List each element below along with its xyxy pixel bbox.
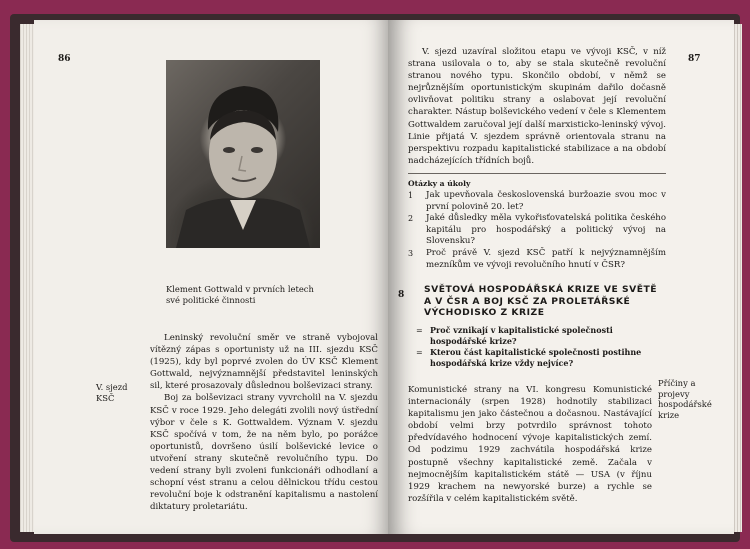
right-intro-text — [408, 46, 666, 271]
paragraph-1: Leninský revoluční směr ve straně vybojoval vítězný zápas s oportunisty už na III. sjezdu KSČ (1925), kdy byl poprvé zvolen do ÚV KSČ Klement Gottwald, nejvýznamnější představitel leninských sil, které prosazovaly důslednou bolševizaci strany. — [150, 333, 378, 392]
page-number-right: 87 — [688, 54, 701, 64]
question-number: 3 — [408, 249, 414, 258]
portrait-photo — [166, 60, 320, 248]
intro-paragraph: V. sjezd uzavíral složitou etapu ve vývoji KSČ, v níž strana usilovala o to, aby se stala skutečně revoluční stranou nového typu. Skončilo období, v němž se nejrůznějším oportunistickým skupinám dařilo dočasně ovlivňovat politiku strany a oslabovat její revoluční charakter. Nástup bolševického vedení v čele s Klementem Gottwaldem zaručoval její další marxisticko-leninský vývoj. Linie přijatá V. sjezdem správně orientovala stranu na perspektivu rozpadu kapitalistické stabilizace a na období nadcházejících třídních bojů. — [408, 47, 666, 166]
divider — [408, 173, 666, 174]
question-text: Jaké důsledky měla vykořisťovatelská politika českého kapitálu pro hospodářský a politický vývoj na Slovensku? — [426, 213, 666, 247]
open-book — [10, 14, 740, 542]
question-number: 1 — [408, 191, 414, 201]
left-body-text — [150, 332, 378, 513]
body-paragraph: Komunistické strany na VI. kongresu Komunistické internacionály (srpen 1928) hodnotily stabilizaci kapitalismu jen jako částečnou a dočasnou. Nastávající období velmi brzy potvrdilo správnost tohoto předvídavého hodnocení vývoje kapitalistických zemí. Od podzimu 1929 zachvátila hospodářská krize postupně všechny kapitalistické země. Začala v nejmocnějším kapitalistickém státě — USA (v říjnu 1929 krachem na newyorské burze) a rychle se rozšířila v celém kapitalistickém světě. — [408, 385, 652, 504]
questions-heading: Otázky a úkoly — [408, 178, 471, 188]
page-number-left: 86 — [58, 54, 71, 64]
photo-caption: Klement Gottwald v prvních letech své politické činnosti — [166, 284, 314, 305]
section-title: SVĚTOVÁ HOSPODÁŘSKÁ KRIZE VE SVĚTĚ A V ČSR A BOJ KSČ ZA PROLETÁŘSKÉ VÝCHODISKO Z KRIZE — [424, 284, 658, 319]
question-item — [408, 213, 666, 248]
question-item — [408, 190, 666, 213]
question-item — [408, 248, 666, 271]
section-questions — [416, 325, 668, 369]
margin-note-left: V. sjezd KSČ — [96, 382, 128, 403]
questions-list — [408, 190, 666, 271]
right-body-text — [408, 384, 652, 505]
margin-note-right: Příčiny a projevy hospodářské krize — [658, 378, 712, 420]
section-question: = Proč vznikají v kapitalistické společnosti hospodářské krize? — [416, 325, 668, 347]
left-page — [34, 20, 388, 534]
right-page — [388, 20, 734, 534]
chapter-section — [398, 284, 668, 369]
paragraph-2: Boj za bolševizaci strany vyvrcholil na V. sjezdu KSČ v roce 1929. Jeho delegáti zvolili nový ústřední výbor v čele s K. Gottwaldem. Význam V. sjezdu KSČ spočívá v tom, že na něm bylo, po porážce oportunistů, dovršeno úsilí bolševické levice o utvoření strany skutečně revolučního typu. Do vedení strany byli zvoleni funkcionáři odhodlaní a schopní vést stranu a celou dělnickou třídu cestou revoluční boje k odstranění kapitalismu a nastolení diktatury proletariátu. — [150, 393, 378, 513]
section-question: = Kterou část kapitalistické společnosti postihne hospodářská krize vždy nejvíce? — [416, 347, 668, 369]
question-number: 2 — [408, 214, 414, 224]
question-text: Jak upevňovala československá buržoazie svou moc v první polovině 20. let? — [426, 190, 666, 212]
section-number: 8 — [398, 290, 405, 300]
question-text: Proč právě V. sjezd KSČ patří k nejvýznamnějším mezníkům ve vývoji revolučního hnutí v ČSR? — [426, 248, 666, 270]
